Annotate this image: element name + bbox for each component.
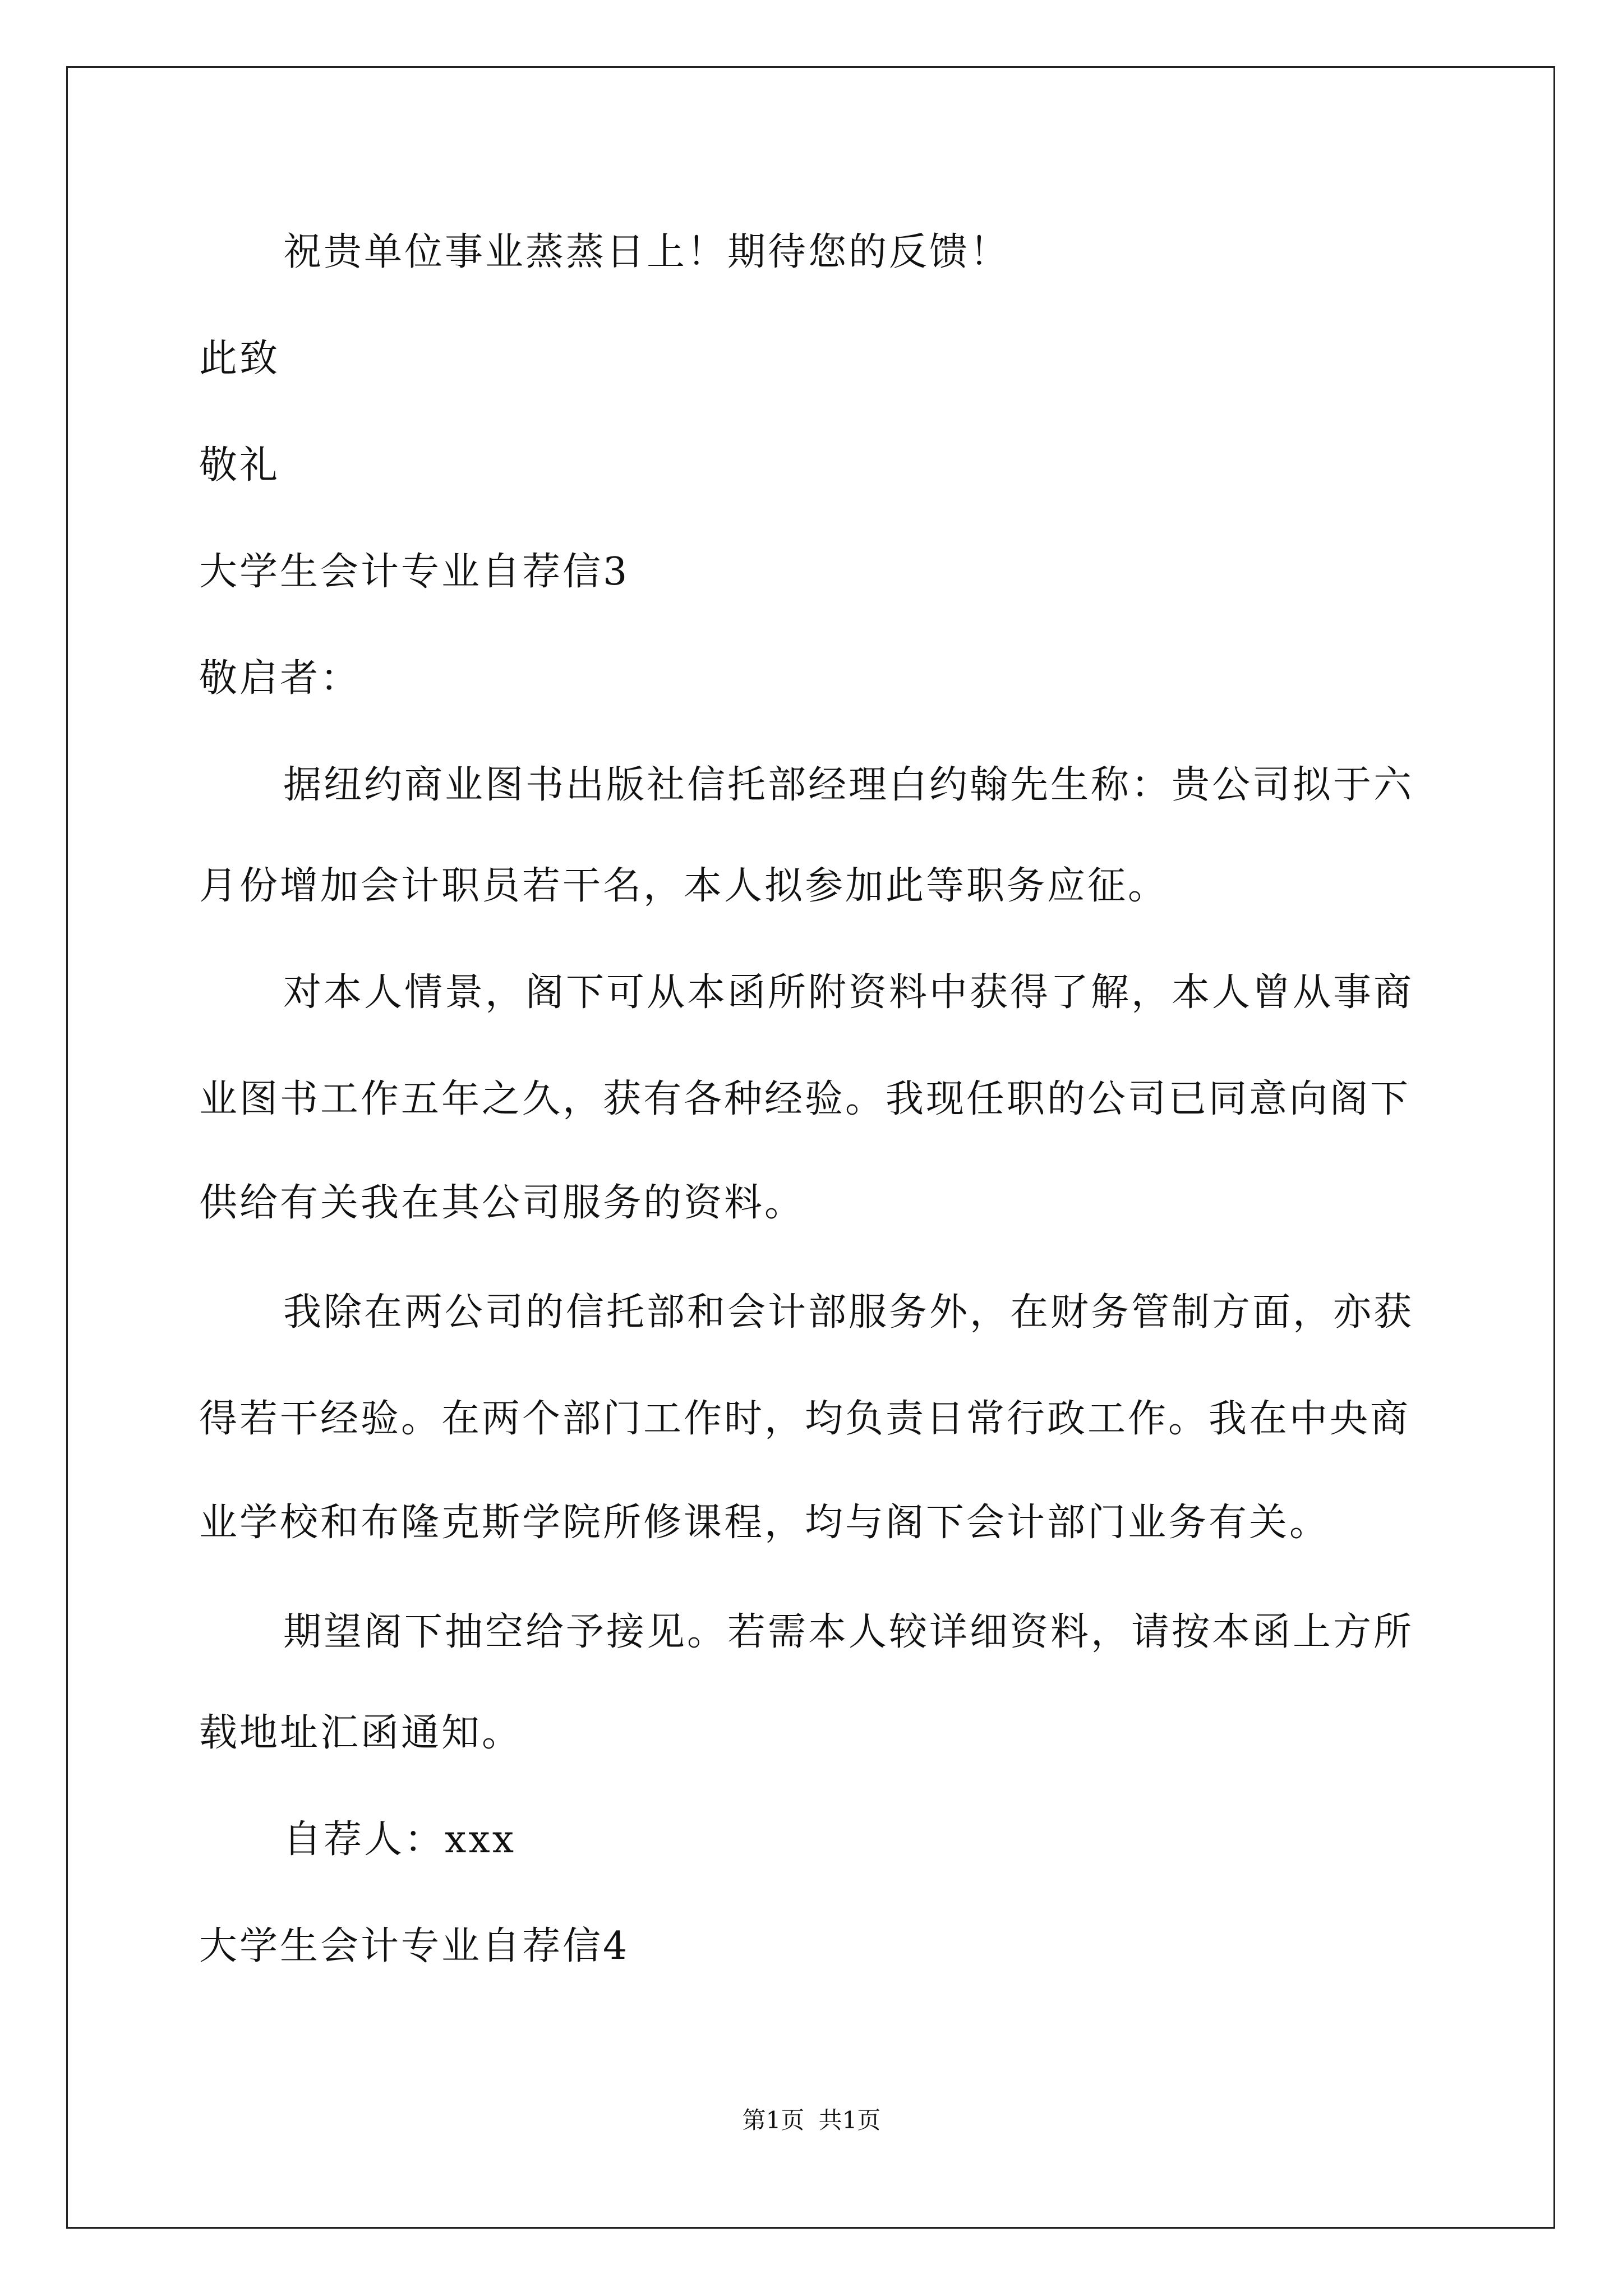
paragraph-line: 我除在两公司的信托部和会计部服务外，在财务管制方面，亦获 (283, 1290, 1414, 1335)
paragraph-line: 据纽约商业图书出版社信托部经理白约翰先生称：贵公司拟于六 (283, 763, 1414, 807)
signature-line: 自荐人：xxx (283, 1818, 517, 1862)
page-border (66, 66, 1555, 2229)
paragraph-line: 业图书工作五年之久，获有各种经验。我现任职的公司已同意向阁下 (199, 1077, 1411, 1121)
page-total: 共1页 (818, 2106, 881, 2134)
paragraph-line: 业学校和布隆克斯学院所修课程，均与阁下会计部门业务有关。 (199, 1501, 1330, 1545)
paragraph-line: 供给有关我在其公司服务的资料。 (199, 1181, 805, 1225)
paragraph-line: 对本人情景，阁下可从本函所附资料中获得了解，本人曾从事商 (283, 970, 1414, 1015)
paragraph-line: 期望阁下抽空给予接见。若需本人较详细资料，请按本函上方所 (283, 1610, 1414, 1654)
page-footer (0, 2104, 1623, 2137)
greeting: 敬启者： (199, 656, 361, 701)
salutation-jing-li: 敬礼 (199, 443, 280, 487)
page-number: 第1页 (742, 2106, 805, 2134)
paragraph-line: 载地址汇函通知。 (199, 1711, 523, 1755)
closing-wish: 祝贵单位事业蒸蒸日上！期待您的反馈！ (283, 230, 1011, 274)
salutation-ci-zhi: 此致 (199, 337, 280, 381)
paragraph-line: 得若干经验。在两个部门工作时，均负责日常行政工作。我在中央商 (199, 1397, 1411, 1441)
section-heading-3: 大学生会计专业自荐信3 (199, 550, 630, 594)
section-heading-4: 大学生会计专业自荐信4 (199, 1924, 630, 1968)
paragraph-line: 月份增加会计职员若干名，本人拟参加此等职务应征。 (199, 864, 1169, 908)
